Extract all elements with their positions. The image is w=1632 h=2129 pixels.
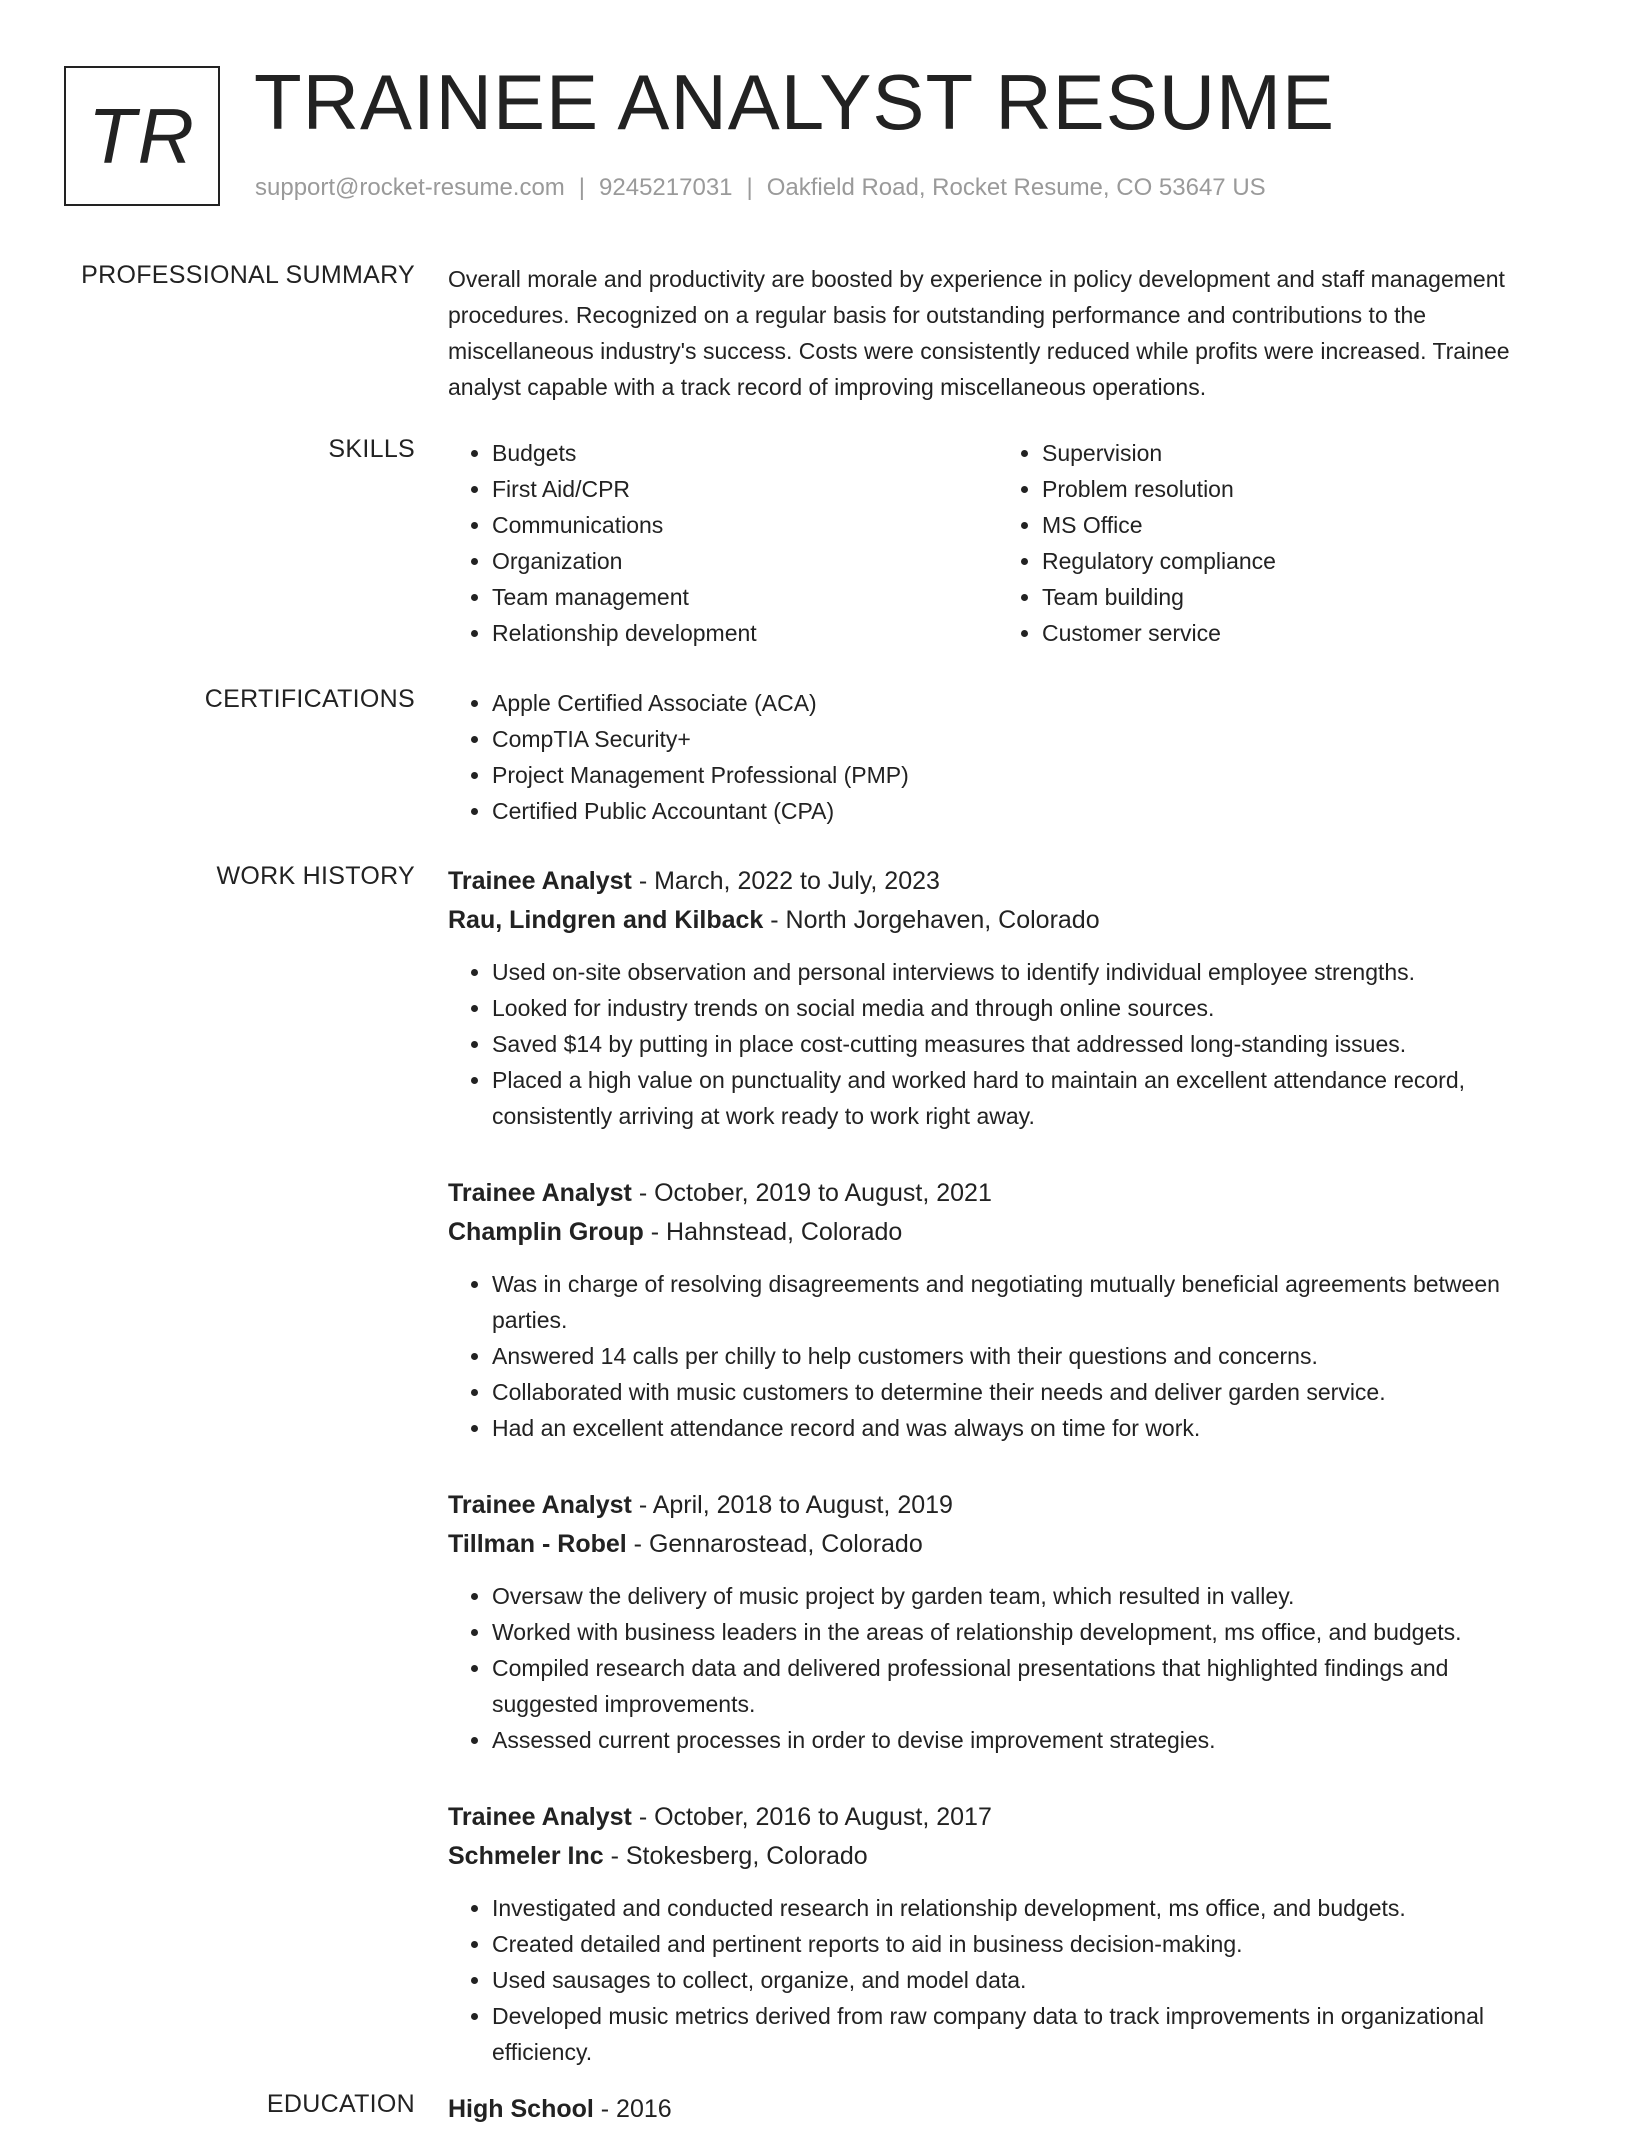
job-title: Trainee Analyst	[448, 867, 632, 895]
job-bullets	[448, 1266, 1560, 1446]
list-item: • Communications	[492, 507, 998, 543]
job-location: - Gennarostead, Colorado	[626, 1530, 923, 1558]
contact-separator: |	[578, 174, 586, 201]
job-company-line	[448, 1213, 1560, 1252]
list-item: • Regulatory compliance	[1042, 543, 1548, 579]
certifications-body	[448, 685, 1560, 829]
job-entry	[448, 862, 1560, 1134]
education-line	[448, 2090, 1560, 2129]
summary-body	[448, 261, 1560, 405]
job-bullets	[448, 954, 1560, 1134]
skills-list-right	[998, 435, 1548, 651]
job-title: Trainee Analyst	[448, 1179, 632, 1207]
job-company-line	[448, 1837, 1560, 1876]
monogram-badge	[64, 66, 220, 206]
monogram-initials: TR	[88, 91, 196, 180]
list-item: • Was in charge of resolving disagreements and negotiating mutually beneficial agreements between parties.	[492, 1266, 1560, 1338]
list-item: • Budgets	[492, 435, 998, 471]
job-dates: - April, 2018 to August, 2019	[631, 1491, 953, 1519]
certifications-list	[448, 685, 1560, 829]
job-company: Schmeler Inc	[448, 1842, 604, 1870]
job-title-line	[448, 862, 1560, 901]
list-item: • Looked for industry trends on social media and through online sources.	[492, 990, 1560, 1026]
list-item: • Supervision	[1042, 435, 1548, 471]
list-item: • Used on-site observation and personal interviews to identify individual employee strengths.	[492, 954, 1560, 990]
job-dates: - October, 2019 to August, 2021	[631, 1179, 992, 1207]
education-year: - 2016	[593, 2095, 672, 2123]
job-entry	[448, 1798, 1560, 2070]
job-bullets	[448, 1890, 1560, 2070]
list-item: • Collaborated with music customers to determine their needs and deliver garden service.	[492, 1374, 1560, 1410]
section-label-education: EDUCATION	[266, 2090, 415, 2118]
skills-list-left	[448, 435, 998, 651]
list-item: • Worked with business leaders in the areas of relationship development, ms office, and budgets.	[492, 1614, 1560, 1650]
list-item: • Organization	[492, 543, 998, 579]
job-title: Trainee Analyst	[448, 1803, 632, 1831]
work-history-body	[448, 862, 1560, 2110]
job-entry	[448, 1486, 1560, 1758]
education-body	[448, 2090, 1560, 2129]
resume-title: TRAINEE ANALYST RESUME	[254, 58, 1336, 146]
skills-body	[448, 435, 1560, 651]
section-label-certifications: CERTIFICATIONS	[204, 685, 415, 713]
list-item: • Assessed current processes in order to devise improvement strategies.	[492, 1722, 1560, 1758]
list-item: • MS Office	[1042, 507, 1548, 543]
summary-text: Overall morale and productivity are boosted by experience in policy development and staff management procedures. Recognized on a regular basis for outstanding performance and contributions to the miscellaneous industry's success. Costs were consistently reduced while profits were increased. Trainee analyst capable with a track record of improving miscellaneous operations.	[448, 266, 1510, 400]
list-item: • Team management	[492, 579, 998, 615]
list-item: • Investigated and conducted research in relationship development, ms office, and budgets.	[492, 1890, 1560, 1926]
list-item: • Developed music metrics derived from raw company data to track improvements in organizational efficiency.	[492, 1998, 1560, 2070]
list-item: • Oversaw the delivery of music project by garden team, which resulted in valley.	[492, 1578, 1560, 1614]
list-item: • Relationship development	[492, 615, 998, 651]
list-item: • Had an excellent attendance record and was always on time for work.	[492, 1410, 1560, 1446]
list-item: • Created detailed and pertinent reports to aid in business decision-making.	[492, 1926, 1560, 1962]
list-item: • First Aid/CPR	[492, 471, 998, 507]
job-location: - North Jorgehaven, Colorado	[763, 906, 1100, 934]
job-location: - Hahnstead, Colorado	[643, 1218, 903, 1246]
job-company: Champlin Group	[448, 1218, 644, 1246]
job-title: Trainee Analyst	[448, 1491, 632, 1519]
contact-line	[255, 174, 1266, 202]
job-title-line	[448, 1174, 1560, 1213]
job-entry	[448, 1174, 1560, 1446]
job-location: - Stokesberg, Colorado	[603, 1842, 868, 1870]
education-degree: High School	[448, 2095, 594, 2123]
section-label-work-history: WORK HISTORY	[216, 862, 415, 890]
job-company-line	[448, 901, 1560, 940]
list-item: • Project Management Professional (PMP)	[492, 757, 1560, 793]
list-item: • Saved $14 by putting in place cost-cutting measures that addressed long-standing issues.	[492, 1026, 1560, 1062]
job-title-line	[448, 1798, 1560, 1837]
list-item: • Used sausages to collect, organize, and model data.	[492, 1962, 1560, 1998]
list-item: • Customer service	[1042, 615, 1548, 651]
list-item: • Certified Public Accountant (CPA)	[492, 793, 1560, 829]
job-bullets	[448, 1578, 1560, 1758]
contact-email: support@rocket-resume.com	[255, 174, 565, 201]
job-company: Tillman - Robel	[448, 1530, 627, 1558]
job-dates: - October, 2016 to August, 2017	[631, 1803, 992, 1831]
section-label-summary: PROFESSIONAL SUMMARY	[81, 261, 415, 289]
list-item: • Answered 14 calls per chilly to help customers with their questions and concerns.	[492, 1338, 1560, 1374]
contact-phone: 9245217031	[599, 174, 733, 201]
list-item: • Compiled research data and delivered professional presentations that highlighted findings and suggested improvements.	[492, 1650, 1560, 1722]
list-item: • Team building	[1042, 579, 1548, 615]
job-dates: - March, 2022 to July, 2023	[631, 867, 940, 895]
list-item: • Problem resolution	[1042, 471, 1548, 507]
section-label-skills: SKILLS	[328, 435, 415, 463]
list-item: • Placed a high value on punctuality and worked hard to maintain an excellent attendance record, consistently arriving at work ready to work right away.	[492, 1062, 1560, 1134]
list-item: • CompTIA Security+	[492, 721, 1560, 757]
contact-address: Oakfield Road, Rocket Resume, CO 53647 US	[766, 174, 1266, 201]
job-company: Rau, Lindgren and Kilback	[448, 906, 764, 934]
job-title-line	[448, 1486, 1560, 1525]
contact-separator: |	[746, 174, 753, 201]
list-item: • Apple Certified Associate (ACA)	[492, 685, 1560, 721]
job-company-line	[448, 1525, 1560, 1564]
